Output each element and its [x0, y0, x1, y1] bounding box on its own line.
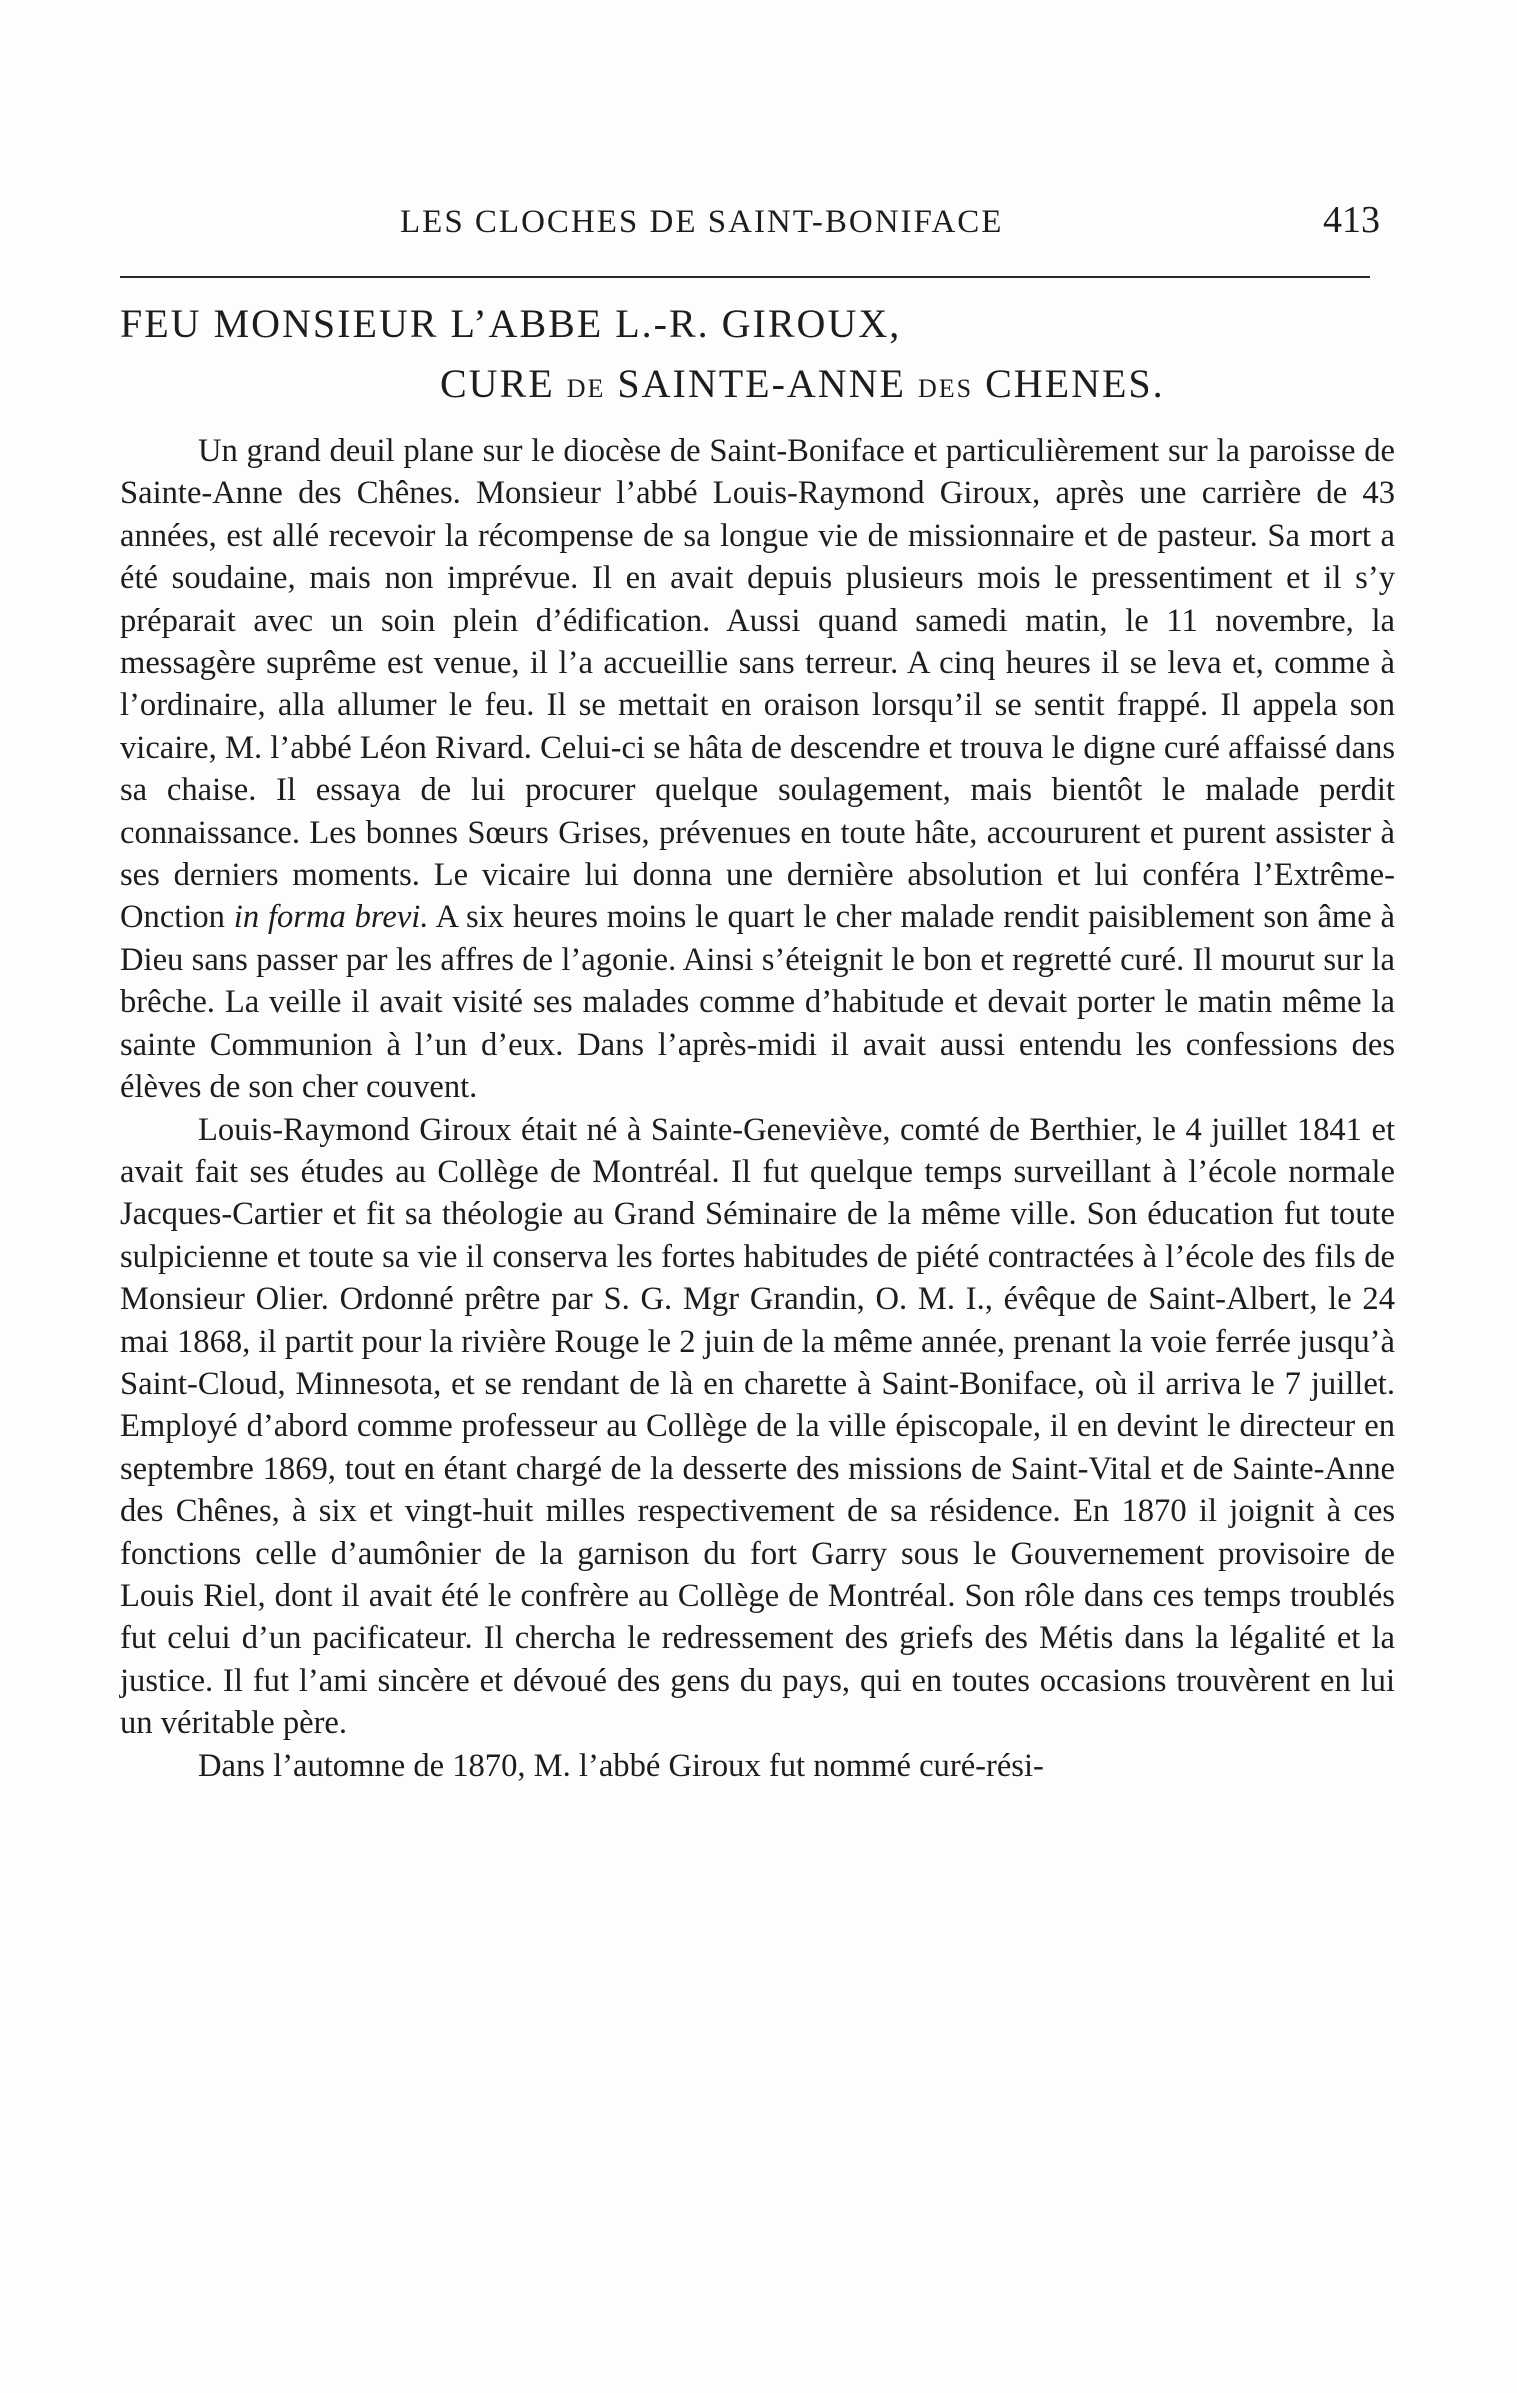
page-header	[120, 198, 1400, 248]
subtitle-word: CURE	[440, 361, 555, 406]
latin-phrase: in forma brevi.	[233, 899, 429, 936]
article-subtitle	[440, 360, 1165, 407]
article-body	[120, 430, 1395, 1787]
page-number: 413	[1323, 199, 1380, 241]
article-title: FEU MONSIEUR L’ABBE L.-R. GIROUX,	[120, 301, 902, 346]
subtitle-word: DES	[917, 374, 974, 403]
paragraph	[120, 430, 1395, 1109]
subtitle-word: CHENES.	[985, 361, 1165, 406]
subtitle-word: SAINTE-ANNE	[617, 361, 906, 406]
paragraph: Louis-Raymond Giroux était né à Sainte-Geneviève, comté de Berthier, le 4 juillet 1841 et avait fait ses études au Collège de Montréal. Il fut quelque temps surveillant à l’école normale Jacques-Cartier et fit sa théologie au Grand Séminaire de la même ville. Son éducation fut toute sulpicienne et toute sa vie il conserva les fortes habitudes de piété contractées à l’école des fils de Monsieur Olier. Ordonné prêtre par S. G. Mgr Grandin, O. M. I., évêque de Saint-Albert, le 24 mai 1868, il partit pour la rivière Rouge le 2 juin de la même année, prenant la voie ferrée jusqu’à Saint-Cloud, Minnesota, et se rendant de là en charette à Saint-Boniface, où il arriva le 7 juillet. Employé d’abord comme professeur au Collège de la ville épiscopale, il en devint le directeur en septembre 1869, tout en étant chargé de la desserte des missions de Saint-Vital et de Sainte-Anne des Chênes, à six et vingt-huit milles respectivement de sa résidence. En 1870 il joignit à ces fonctions celle d’aumônier de la garnison du fort Garry sous le Gouvernement provisoire de Louis Riel, dont il avait été le confrère au Collège de Montréal. Son rôle dans ces temps troublés fut celui d’un pacificateur. Il chercha le redressement des griefs des Métis dans la légalité et la justice. Il fut l’ami sincère et dévoué des gens du pays, qui en toutes occasions trouvèrent en lui un véritable père.	[120, 1111, 1395, 1742]
paragraph: Dans l’automne de 1870, M. l’abbé Giroux fut nommé curé-rési-	[198, 1747, 1044, 1784]
subtitle-word: DE	[566, 374, 606, 403]
header-rule	[120, 276, 1370, 278]
paragraph-text: Un grand deuil plane sur le diocèse de Saint-Boniface et particulièrement sur la paroisse de Sainte-Anne des Chênes. Monsieur l’abbé Louis-Raymond Giroux, après une carrière de 43 années, est allé recevoir la récompense de sa longue vie de missionnaire et de pasteur. Sa mort a été soudaine, mais non imprévue. Il en avait depuis plusieurs mois le pressentiment et il s’y préparait avec un soin plein d’édification. Aussi quand samedi matin, le 11 novembre, la messagère suprême est venue, il l’a accueillie sans terreur. A cinq heures il se leva et, comme à l’ordinaire, alla allumer le feu. Il se mettait en oraison lorsqu’il se sentit frappé. Il appela son vicaire, M. l’abbé Léon Rivard. Celui-ci se hâta de descendre et trouva le digne curé affaissé dans sa chaise. Il essaya de lui procurer quelque soulagement, mais bientôt le malade perdit connaissance. Les bonnes Sœurs Grises, prévenues en toute hâte, accoururent et purent assister à ses derniers moments. Le vicaire lui donna une dernière absolution et lui conféra l’Extrême-Onction	[120, 433, 1395, 936]
paragraph-text: A six heures moins le quart le cher malade rendit paisiblement son âme à Dieu sans passer par les affres de l’agonie. Ainsi s’éteignit le bon et regretté curé. Il mourut sur la brêche. La veille il avait visité ses malades comme d’habitude et devait porter le matin même la sainte Communion à l’un d’eux. Dans l’après-midi il avait aussi entendu les confessions des élèves de son cher couvent.	[120, 899, 1395, 1106]
running-title: LES CLOCHES DE SAINT-BONIFACE	[400, 204, 1004, 240]
